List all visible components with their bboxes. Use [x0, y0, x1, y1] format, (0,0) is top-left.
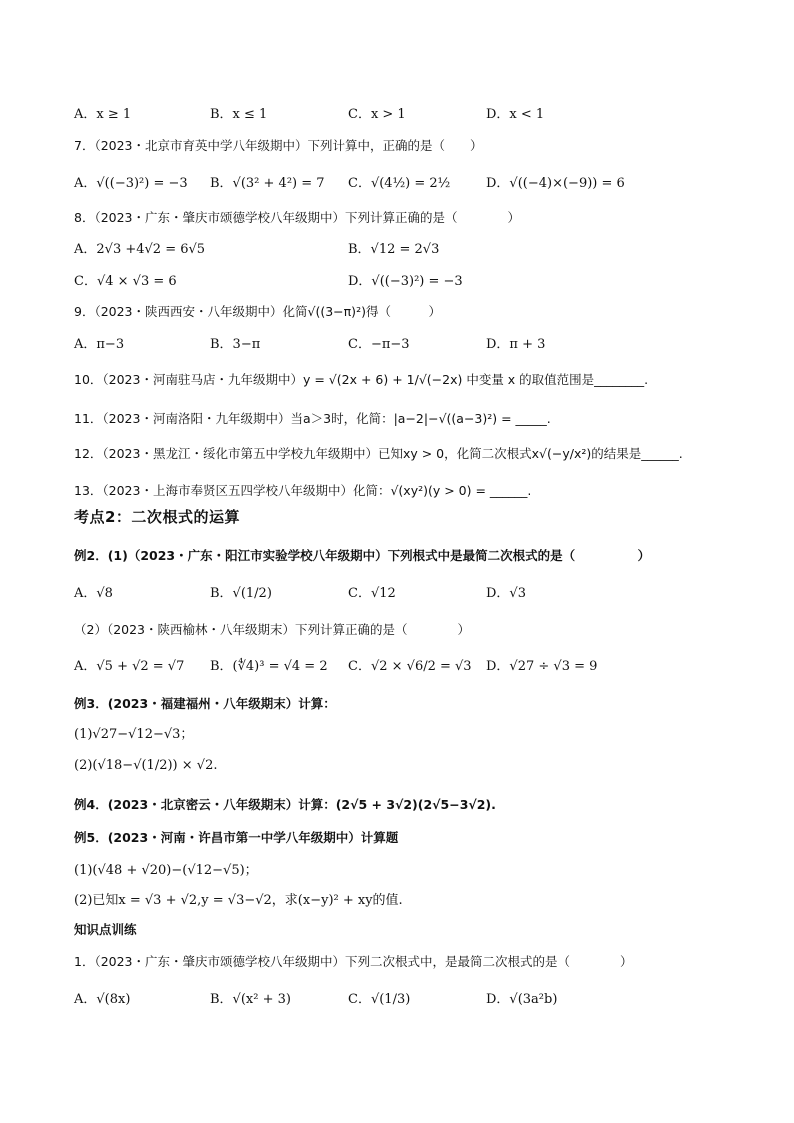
q7-option-d: D．√((−4)×(−9)) = 6	[486, 176, 625, 191]
ex2-2-option-c: C．√2 × √6/2 = √3	[348, 659, 472, 674]
q8-option-c: C．√4 × √3 = 6	[74, 274, 177, 289]
q6-option-d: D．x < 1	[486, 107, 545, 122]
ex2-1-option-a: A．√8	[74, 586, 113, 601]
ex2-1-option-b: B．√(1/2)	[210, 586, 272, 601]
ex2-1-option-c: C．√12	[348, 586, 396, 601]
ex3-part1: (1)√27−√12−√3；	[74, 727, 194, 742]
ex5-part1: (1)(√48 + √20)−(√12−√5)；	[74, 863, 258, 878]
q9-stem: 9．（2023・陕西西安・八年级期中）化简√((3−π)²)得（ ）	[74, 304, 441, 319]
q7-stem: 7．（2023・北京市育英中学八年级期中）下列计算中，正确的是（ ）	[74, 138, 483, 153]
ex2-2-stem: （2）（2023・陕西榆林・八年级期末）下列计算正确的是（ ）	[74, 622, 471, 637]
q7-option-b: B．√(3² + 4²) = 7	[210, 176, 325, 191]
q11: 11．（2023・河南洛阳・九年级期中）当a＞3时，化简：|a−2|−√((a−3)²) = _____.	[74, 411, 551, 426]
ex4: 例4．(2023・北京密云・八年级期末）计算：(2√5 + 3√2)(2√5−3√2).	[74, 797, 496, 812]
ex2-2-option-a: A．√5 + √2 = √7	[74, 659, 185, 674]
ex3-part2: (2)(√18−√(1/2)) × √2.	[74, 758, 218, 773]
q6-option-c: C．x > 1	[348, 107, 406, 122]
q7-option-c: C．√(4½) = 2½	[348, 176, 451, 191]
p1-stem: 1．（2023・广东・肇庆市颂德学校八年级期中）下列二次根式中，是最简二次根式的是（ ）	[74, 954, 633, 969]
q10: 10．（2023・河南驻马店・九年级期中）y = √(2x + 6) + 1/√(−2x) 中变量 x 的取值范围是________.	[74, 372, 649, 387]
q9-option-a: A．π−3	[74, 337, 125, 352]
p1-option-b: B．√(x² + 3)	[210, 992, 291, 1007]
practice-title: 知识点训练	[74, 922, 137, 937]
ex2-2-option-d: D．√27 ÷ √3 = 9	[486, 659, 598, 674]
ex5-part2: (2)已知x = √3 + √2,y = √3−√2，求(x−y)² + xy的值.	[74, 893, 403, 908]
p1-option-c: C．√(1/3)	[348, 992, 411, 1007]
q7-option-a: A．√((−3)²) = −3	[74, 176, 188, 191]
q8-option-a: A．2√3 +4√2 = 6√5	[74, 242, 206, 257]
ex3-stem: 例3．(2023・福建福州・八年级期末）计算：	[74, 696, 336, 711]
q6-option-b: B．x ≤ 1	[210, 107, 268, 122]
q9-option-d: D．π + 3	[486, 337, 546, 352]
q9-option-b: B．3−π	[210, 337, 261, 352]
q8-stem: 8．（2023・广东・肇庆市颂德学校八年级期中）下列计算正确的是（ ）	[74, 210, 521, 225]
p1-option-d: D．√(3a²b)	[486, 992, 558, 1007]
q6-option-a: A．x ≥ 1	[74, 107, 132, 122]
section-title: 考点2：二次根式的运算	[74, 508, 240, 526]
q8-option-d: D．√((−3)²) = −3	[348, 274, 463, 289]
q9-option-c: C．−π−3	[348, 337, 410, 352]
ex2-1-stem: 例2．(1)（2023・广东・阳江市实验学校八年级期中）下列根式中是最简二次根式的是（ ）	[74, 548, 651, 563]
q8-option-b: B．√12 = 2√3	[348, 242, 440, 257]
ex2-2-option-b: B．(∜4)³ = √4 = 2	[210, 659, 328, 674]
p1-option-a: A．√(8x)	[74, 992, 131, 1007]
ex5-stem: 例5．(2023・河南・许昌市第一中学八年级期中）计算题	[74, 830, 399, 845]
q12: 12．（2023・黑龙江・绥化市第五中学校九年级期中）已知xy > 0，化简二次根式x√(−y/x²)的结果是______.	[74, 446, 683, 461]
ex2-1-option-d: D．√3	[486, 586, 526, 601]
q13: 13．（2023・上海市奉贤区五四学校八年级期中）化简：√(xy²)(y > 0) = ______.	[74, 483, 532, 498]
